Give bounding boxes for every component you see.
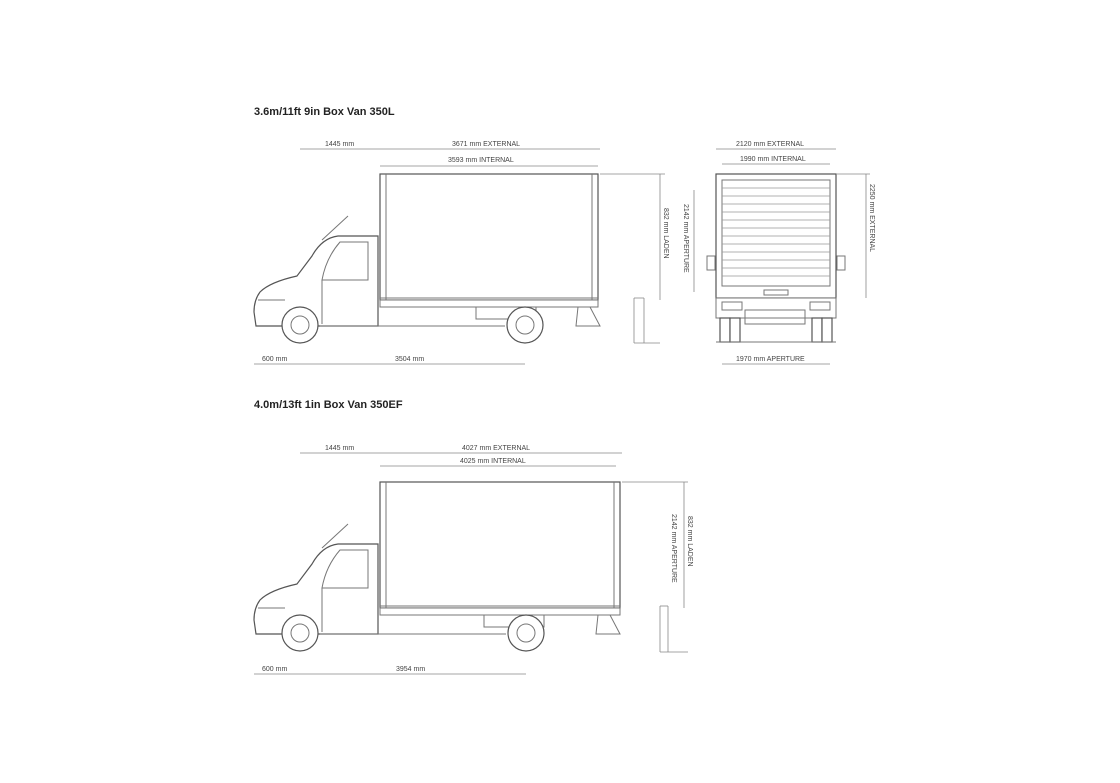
side-height-dimensions-2 bbox=[622, 482, 693, 652]
cab-length-label: 1445 mm bbox=[325, 141, 355, 148]
top-dimensions-1 bbox=[300, 141, 600, 166]
laden-height-label-2: 832 mm LADEN bbox=[686, 516, 693, 567]
side-view-truck-350l bbox=[254, 174, 600, 343]
laden-height-label: 832 mm LADEN bbox=[662, 208, 669, 259]
top-dimensions-2 bbox=[300, 445, 622, 466]
rear-external-width-label: 2120 mm EXTERNAL bbox=[736, 141, 805, 148]
wheelbase-label: 3504 mm bbox=[395, 356, 425, 363]
bottom-dimensions-1 bbox=[254, 356, 525, 364]
front-overhang-label-2: 600 mm bbox=[262, 666, 288, 673]
external-length-label-2: 4027 mm EXTERNAL bbox=[462, 445, 531, 452]
rear-external-height-label: 2250 mm EXTERNAL bbox=[868, 184, 875, 253]
internal-length-label: 3593 mm INTERNAL bbox=[448, 157, 514, 164]
wheelbase-label-2: 3954 mm bbox=[396, 666, 426, 673]
section-title-350l: 3.6m/11ft 9in Box Van 350L bbox=[254, 106, 395, 118]
rear-aperture-width-label: 1970 mm APERTURE bbox=[736, 356, 805, 363]
aperture-height-label: 2142 mm APERTURE bbox=[682, 204, 689, 273]
rear-internal-width-label: 1990 mm INTERNAL bbox=[740, 156, 806, 163]
external-length-label: 3671 mm EXTERNAL bbox=[452, 141, 521, 148]
side-view-truck-350ef bbox=[254, 482, 620, 651]
rear-view-truck-350l bbox=[707, 141, 875, 364]
side-height-dimensions-1 bbox=[600, 174, 694, 343]
cab-length-label-2: 1445 mm bbox=[325, 445, 355, 452]
bottom-dimensions-2 bbox=[254, 666, 526, 674]
front-overhang-label: 600 mm bbox=[262, 356, 288, 363]
section-title-350ef: 4.0m/13ft 1in Box Van 350EF bbox=[254, 399, 403, 411]
aperture-height-label-2: 2142 mm APERTURE bbox=[670, 514, 677, 583]
internal-length-label-2: 4025 mm INTERNAL bbox=[460, 458, 526, 465]
